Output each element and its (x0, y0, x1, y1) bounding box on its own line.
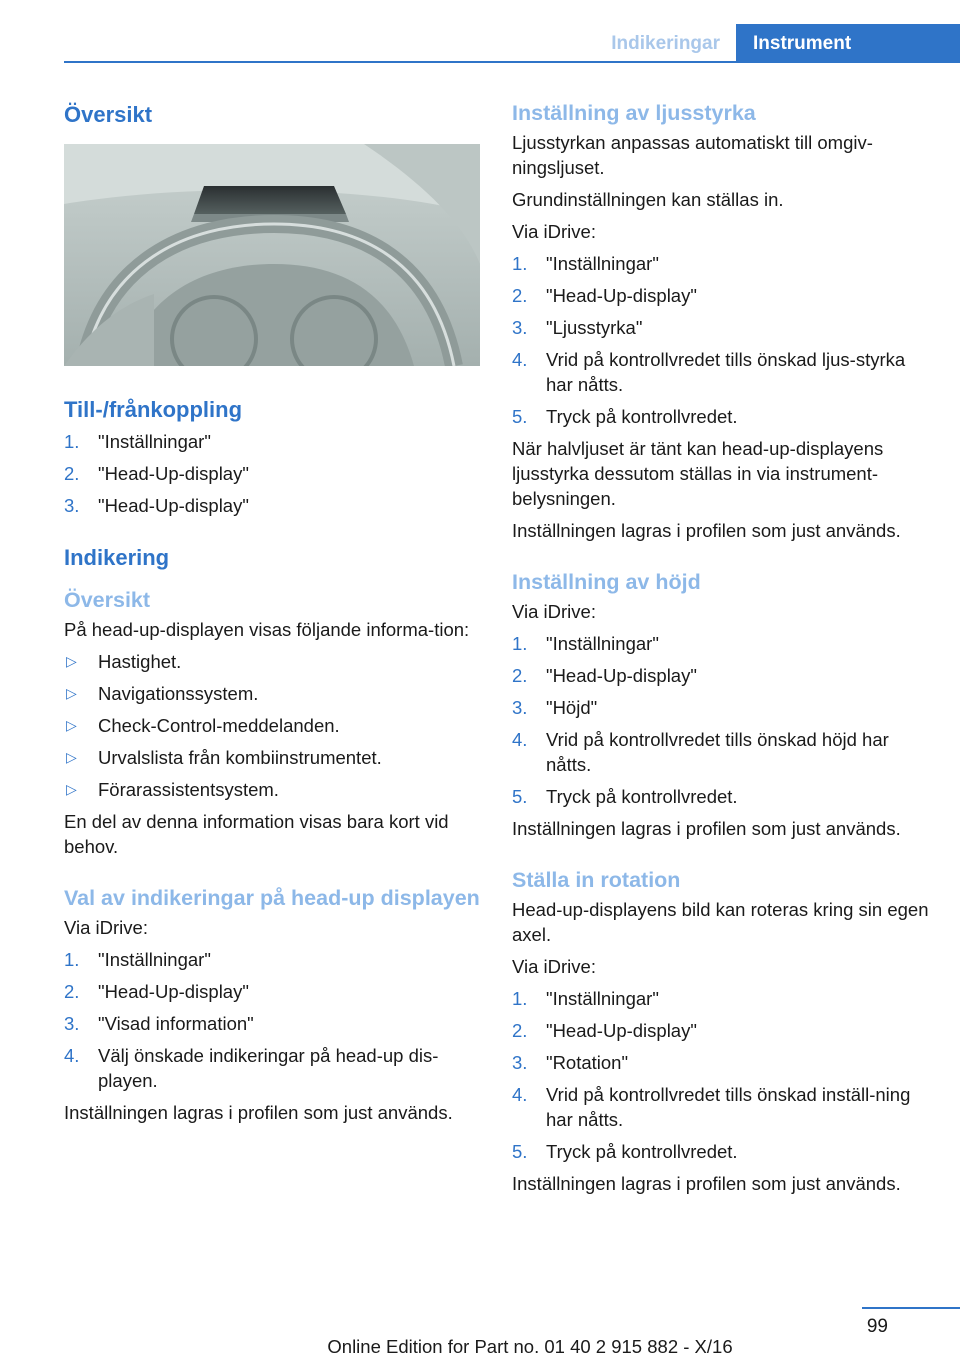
list-item: 3. "Rotation" (512, 1052, 629, 1073)
page-number: 99 (866, 1316, 888, 1337)
select-steps (64, 947, 482, 1093)
triangle-bullet-icon: ▷ (66, 685, 77, 701)
list-item: 4. Vrid på kontrollvredet tills önskad inställ‐ning har nåtts. (512, 1084, 911, 1130)
rotation-via: Via iDrive: (512, 956, 596, 977)
height-note: Inställningen lagras i profilen som just används. (512, 818, 901, 839)
overview-heading: Översikt (64, 102, 153, 127)
triangle-bullet-icon: ▷ (66, 749, 77, 765)
display-note: En del av denna information visas bara kort vid behov. (64, 811, 449, 857)
list-item: 3. "Head-Up-display" (64, 495, 249, 516)
brightness-via: Via iDrive: (512, 221, 596, 242)
list-item: 3. "Ljusstyrka" (512, 317, 643, 338)
list-item: ▷ Förarassistentsystem. (66, 779, 279, 800)
select-heading: Val av indikeringar på head-up displayen (64, 886, 480, 910)
list-item: 2. "Head-Up-display" (64, 981, 249, 1002)
header-chapter-tab: Instrument (736, 24, 960, 63)
select-via: Via iDrive: (64, 917, 148, 938)
header-rule (64, 61, 960, 63)
right-column (512, 100, 932, 1203)
triangle-bullet-icon: ▷ (66, 717, 77, 733)
list-item: ▷ Check-Control-meddelanden. (66, 715, 340, 736)
triangle-bullet-icon: ▷ (66, 781, 77, 797)
display-intro: På head-up-displayen visas följande informa‐tion: (64, 619, 470, 640)
on-off-steps (64, 429, 482, 518)
header-section-title: Indikeringar (611, 33, 720, 54)
list-item: 2. "Head-Up-display" (512, 285, 697, 306)
display-items (64, 649, 482, 802)
height-via: Via iDrive: (512, 601, 596, 622)
list-item: 5. Tryck på kontrollvredet. (512, 406, 738, 427)
list-item: 1. "Inställningar" (512, 633, 659, 654)
list-item: 1. "Inställningar" (512, 253, 659, 274)
brightness-p2: Grundinställningen kan ställas in. (512, 189, 784, 210)
height-steps (512, 631, 932, 809)
on-off-heading: Till-/frånkoppling (64, 397, 243, 422)
list-item: ▷ Navigationssystem. (66, 683, 259, 704)
list-item: 1. "Inställningar" (64, 949, 211, 970)
list-item: ▷ Hastighet. (66, 651, 182, 672)
list-item: 4. Välj önskade indikeringar på head-up dis‐playen. (64, 1045, 439, 1091)
list-item: 2. "Head-Up-display" (512, 665, 697, 686)
footer-edition (0, 1336, 960, 1358)
height-heading: Inställning av höjd (512, 570, 701, 594)
list-item: 3. "Höjd" (512, 697, 598, 718)
brightness-heading: Inställning av ljusstyrka (512, 101, 756, 125)
brightness-steps (512, 251, 932, 429)
rotation-heading: Ställa in rotation (512, 868, 681, 892)
brightness-p3: När halvljuset är tänt kan head-up-displayens ljusstyrka dessutom ställas in via instrument‐belysningen. (512, 438, 884, 509)
select-note: Inställningen lagras i profilen som just används. (64, 1102, 453, 1123)
dashboard-illustration (64, 144, 480, 366)
rotation-note: Inställningen lagras i profilen som just används. (512, 1173, 901, 1194)
list-item: 4. Vrid på kontrollvredet tills önskad ljus‐styrka har nåtts. (512, 349, 906, 395)
list-item: 1. "Inställningar" (512, 988, 659, 1009)
rotation-steps (512, 986, 932, 1164)
list-item: 5. Tryck på kontrollvredet. (512, 786, 738, 807)
list-item: ▷ Urvalslista från kombiinstrumentet. (66, 747, 382, 768)
list-item: 4. Vrid på kontrollvredet tills önskad höjd har nåtts. (512, 729, 889, 775)
brightness-note: Inställningen lagras i profilen som just används. (512, 520, 901, 541)
triangle-bullet-icon: ▷ (66, 653, 77, 669)
list-item: 3. "Visad information" (64, 1013, 254, 1034)
rotation-p1: Head-up-displayens bild kan roteras kring sin egen axel. (512, 899, 929, 945)
list-item: 5. Tryck på kontrollvredet. (512, 1141, 738, 1162)
hud-dashboard-photo (64, 144, 480, 366)
list-item: 2. "Head-Up-display" (64, 463, 249, 484)
left-column (64, 100, 482, 1132)
display-overview-heading: Översikt (64, 588, 151, 612)
footer-rule (862, 1307, 960, 1309)
display-heading: Indikering (64, 545, 170, 570)
brightness-p1: Ljusstyrkan anpassas automatiskt till omgiv‐ningsljuset. (512, 132, 873, 178)
list-item: 1. "Inställningar" (64, 431, 211, 452)
edition-text: Online Edition for Part no. 01 40 2 915 882 - X/16 (327, 1336, 733, 1357)
list-item: 2. "Head-Up-display" (512, 1020, 697, 1041)
